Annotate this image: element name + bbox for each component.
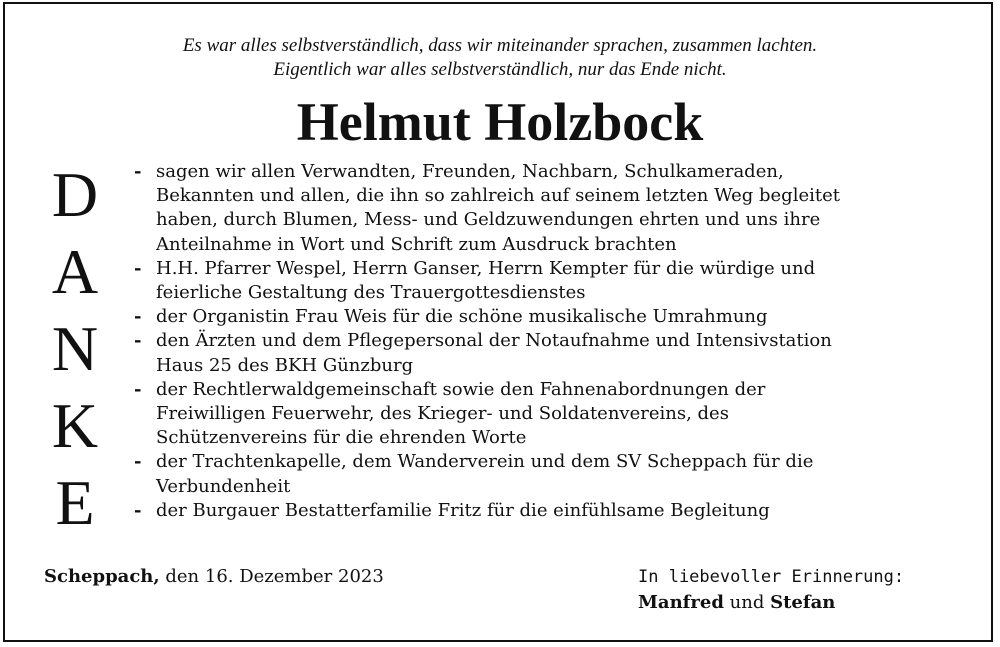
thanks-list-line: Haus 25 des BKH Günzburg: [156, 354, 414, 376]
signer-name: Stefan: [770, 592, 836, 613]
dash-bullet: -: [134, 257, 142, 279]
thanks-list-line: H.H. Pfarrer Wespel, Herrn Ganser, Herrn Kempter für die würdige und: [156, 257, 816, 279]
dash-bullet: -: [134, 306, 142, 328]
thanks-list-line: Anteilnahme in Wort und Schrift zum Ausdruck brachten: [156, 233, 677, 255]
quote-line-2: Eigentlich war alles selbstverständlich, nur das Ende nicht.: [273, 59, 727, 80]
memory-line: In liebevoller Erinnerung:: [638, 567, 905, 587]
dash-bullet: -: [134, 499, 142, 521]
danke-vertical-word: [40, 156, 110, 541]
thanks-list-line: der Rechtlerwaldgemeinschaft sowie den Fahnenabordnungen der: [156, 378, 766, 400]
signer-conjunction: und: [723, 592, 771, 613]
memorial-quote: [0, 34, 1000, 82]
thanks-list-item: [134, 378, 934, 451]
dash-bullet: -: [134, 161, 142, 182]
thanks-list-item: [134, 450, 934, 498]
danke-letter: K: [51, 390, 99, 461]
signer-name: Manfred: [638, 592, 724, 613]
deceased-name: Helmut Holzbock: [296, 92, 704, 152]
thanks-list-item: [134, 305, 934, 329]
thanks-list-line: Bekannten und allen, die ihn so zahlreich auf seinem letzten Weg begleitet: [156, 185, 840, 207]
thanks-list-line: sagen wir allen Verwandten, Freunden, Nachbarn, Schulkameraden,: [156, 161, 784, 182]
thanks-list-line: Freiwilligen Feuerwehr, des Krieger- und Soldatenvereins, des: [156, 403, 729, 425]
thanks-list-line: haben, durch Blumen, Mess- und Geldzuwendungen ehrten und uns ihre: [156, 209, 821, 231]
signature-block: [638, 565, 904, 615]
thanks-list-line: Schützenvereins für die ehrenden Worte: [156, 427, 527, 449]
danke-letter: A: [51, 236, 99, 307]
danke-letter: D: [51, 159, 99, 230]
dash-bullet: -: [134, 451, 142, 473]
thanks-list-item: [134, 499, 934, 523]
danke-letter: N: [51, 313, 99, 384]
signers: [638, 590, 904, 615]
dash-bullet: -: [134, 378, 142, 400]
thanks-list: [134, 160, 934, 523]
thanks-list-item: [134, 160, 934, 257]
thanks-list-line: der Organistin Frau Weis für die schöne musikalische Umrahmung: [156, 306, 768, 328]
place: Scheppach,: [44, 566, 160, 587]
place-date: [44, 565, 384, 589]
thanks-list-line: feierliche Gestaltung des Trauergottesdienstes: [156, 282, 586, 304]
thanks-list-item: [134, 329, 934, 377]
danke-letter: E: [55, 467, 95, 538]
dash-bullet: -: [134, 330, 142, 352]
quote-line-1: Es war alles selbstverständlich, dass wir miteinander sprachen, zusammen lachten.: [182, 35, 818, 56]
thanks-list-line: Verbundenheit: [156, 475, 291, 497]
thanks-list-line: der Burgauer Bestatterfamilie Fritz für die einfühlsame Begleitung: [156, 499, 770, 521]
thanks-list-line: der Trachtenkapelle, dem Wanderverein und dem SV Scheppach für die: [156, 451, 814, 473]
thanks-list-line: den Ärzten und dem Pflegepersonal der Notaufnahme und Intensivstation: [156, 330, 832, 352]
date: den 16. Dezember 2023: [159, 566, 384, 587]
thanks-list-item: [134, 257, 934, 305]
